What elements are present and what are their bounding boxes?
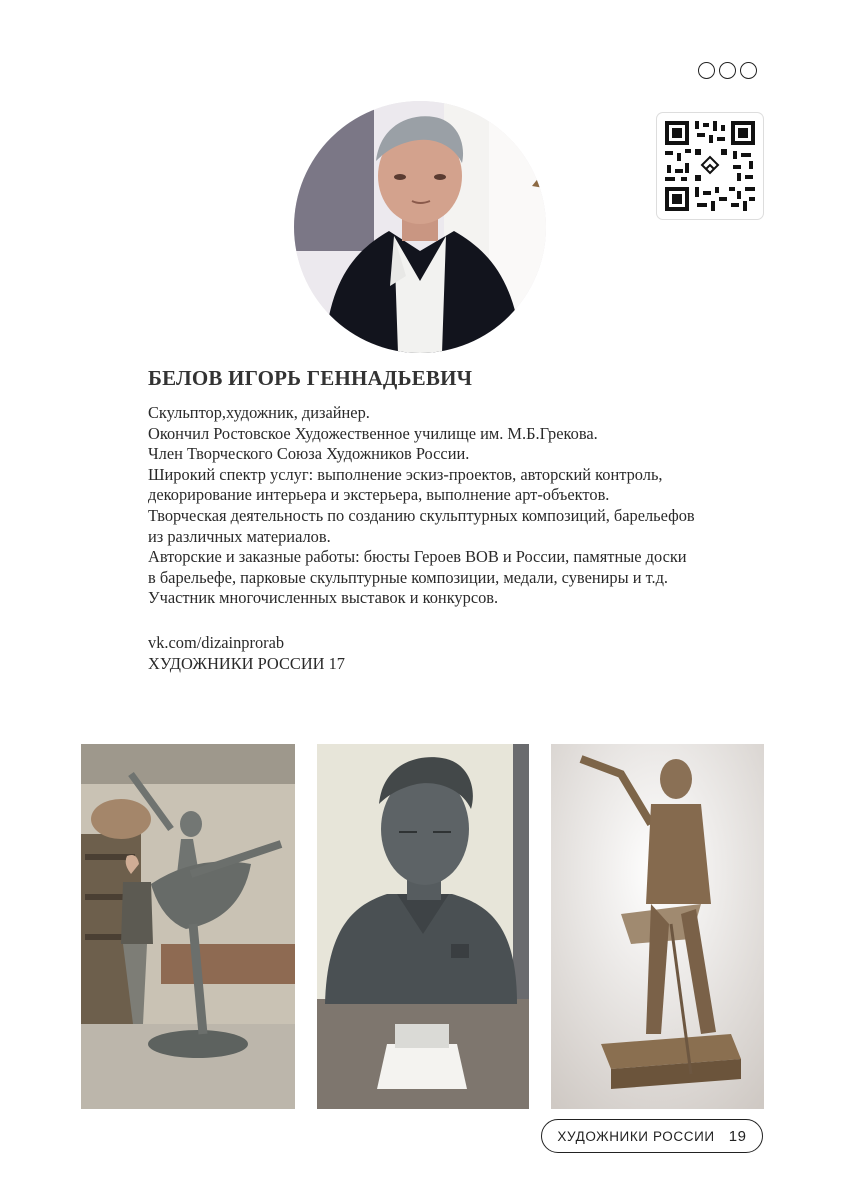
bio-line: Участник многочисленных выставок и конкурсов. xyxy=(148,588,499,608)
bio-line: Авторские и заказные работы: бюсты Героев ВОВ и России, памятные доски xyxy=(148,547,687,567)
qr-code[interactable] xyxy=(657,113,763,219)
page-number: 19 xyxy=(728,1127,747,1145)
footer-label: ХУДОЖНИКИ РОССИИ xyxy=(557,1128,715,1144)
bust-sculpture-photo xyxy=(317,744,529,1109)
vk-link[interactable]: vk.com/dizainprorab xyxy=(148,633,285,652)
artist-bio xyxy=(148,403,768,609)
catalog-reference: ХУДОЖНИКИ РОССИИ 17 xyxy=(148,653,345,673)
ballerina-sculpture-photo xyxy=(81,744,295,1109)
bio-line: из различных материалов. xyxy=(148,526,331,546)
bio-line: Окончил Ростовское Художественное училище им. М.Б.Грекова. xyxy=(148,423,598,443)
bio-line: Скульптор,художник, дизайнер. xyxy=(148,403,370,422)
dot xyxy=(740,62,757,79)
painter-sculpture-photo xyxy=(551,744,764,1109)
bio-line: декорирование интерьера и экстерьера, выполнение арт-объектов. xyxy=(148,485,610,505)
dot xyxy=(698,62,715,79)
bio-line: Широкий спектр услуг: выполнение эскиз-проектов, авторский контроль, xyxy=(148,464,663,484)
page-footer xyxy=(541,1119,763,1153)
three-dots-icon[interactable] xyxy=(698,62,757,79)
bio-line: Творческая деятельность по созданию скульптурных композиций, барельефов xyxy=(148,505,695,525)
bio-line: Член Творческого Союза Художников России. xyxy=(148,444,470,464)
bio-line: в барельефе, парковые скульптурные композиции, медали, сувениры и т.д. xyxy=(148,567,669,587)
artist-links xyxy=(148,633,345,674)
artist-name: БЕЛОВ ИГОРЬ ГЕННАДЬЕВИЧ xyxy=(148,366,473,390)
dot xyxy=(719,62,736,79)
artist-portrait xyxy=(294,101,546,353)
